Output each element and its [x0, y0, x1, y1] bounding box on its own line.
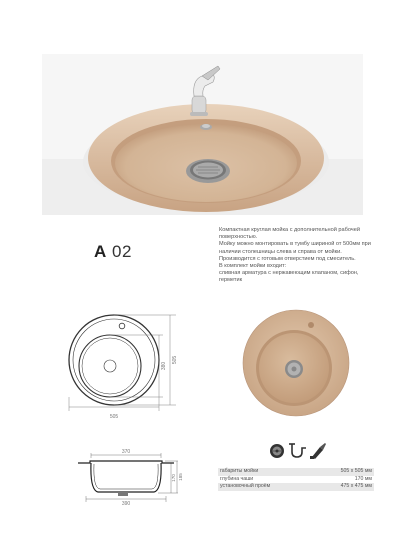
model-number: 02 [106, 242, 132, 261]
description-line: Компактная круглая мойка с дополнительной рабочей поверхностью. [219, 227, 360, 241]
description-line: В комплект мойки входит: [219, 263, 287, 270]
model-name [94, 242, 132, 262]
description-line: Мойку можно монтировать в тумбу шириной от 500мм при наличии столешницы слева и справа от мойки. Производится с готовым отверстием под смеситель. [219, 241, 371, 262]
side-total-dimension: 185 [178, 473, 183, 481]
sink-top-photo [241, 308, 351, 417]
spec-label: габариты мойки [218, 468, 312, 476]
bowl-dimension: 380 [161, 361, 167, 371]
drain-icon [270, 444, 284, 458]
description [219, 227, 375, 285]
spec-value: 475 x 475 мм [312, 483, 374, 491]
side-top-dimension: 370 [121, 449, 131, 455]
side-depth-dimension: 170 [171, 474, 176, 482]
accessory-icons [268, 441, 328, 461]
spec-value: 170 мм [354, 475, 372, 482]
siphon-icon [289, 444, 306, 457]
description-line: сливная арматура с нержавеющим клапаном, сифон, герметик [219, 270, 359, 284]
sealant-icon [310, 443, 326, 459]
spec-value: 505 x 505 мм [312, 468, 374, 476]
depth-dimension: 505 [172, 355, 178, 365]
side-view-drawing [62, 446, 190, 506]
spec-label: установочный проём [218, 483, 312, 491]
specs-table [218, 468, 374, 491]
width-dimension: 505 [109, 414, 119, 420]
table-row [218, 468, 374, 476]
side-bottom-dimension: 390 [121, 501, 131, 506]
table-row [218, 483, 374, 491]
model-letter: A [94, 242, 107, 261]
spec-label: глубина чаши [220, 475, 254, 482]
top-view-drawing [64, 307, 186, 423]
sink-photo [42, 54, 363, 215]
